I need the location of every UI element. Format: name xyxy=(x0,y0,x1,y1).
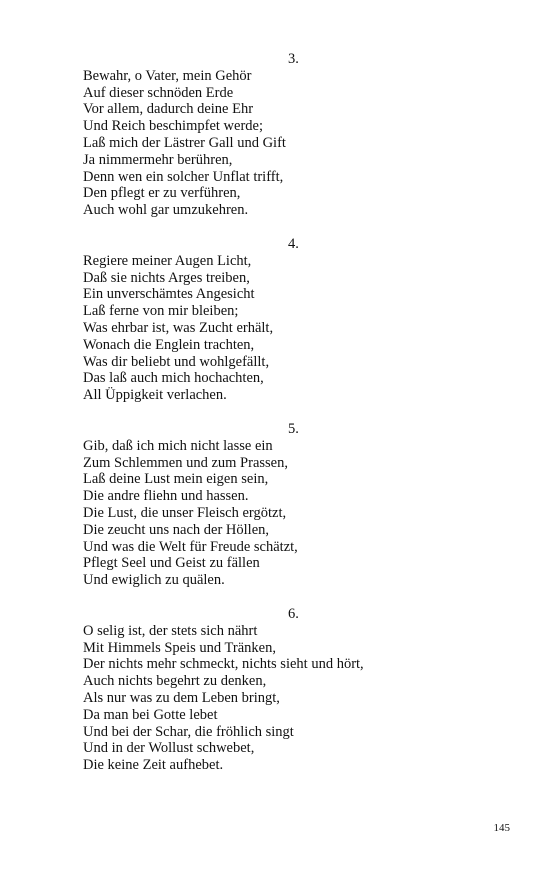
verse-line: Und was die Welt für Freude schätzt, xyxy=(83,538,298,555)
verse-line: Was ehrbar ist, was Zucht erhält, xyxy=(83,319,274,336)
verse-line: Und Reich beschimpfet werde; xyxy=(83,118,263,135)
stanza-number: 6. xyxy=(288,606,299,622)
stanza-number: 3. xyxy=(288,51,299,67)
verse-line: O selig ist, der stets sich nährt xyxy=(83,622,258,639)
verse-line: Auf dieser schnöden Erde xyxy=(83,84,234,101)
verse-line: Laß mich der Lästrer Gall und Gift xyxy=(83,134,286,151)
page-number: 145 xyxy=(493,822,510,834)
verse-line: Da man bei Gotte lebet xyxy=(83,706,218,723)
verse-line: Regiere meiner Augen Licht, xyxy=(83,252,252,269)
verse-line: Denn wen ein solcher Unflat trifft, xyxy=(83,168,284,185)
stanza-number: 5. xyxy=(288,421,299,437)
verse-line: Die keine Zeit aufhebet. xyxy=(83,757,224,774)
stanza-lines xyxy=(83,623,503,774)
stanza-number: 4. xyxy=(288,236,299,252)
verse-line: Der nichts mehr schmeckt, nichts sieht und hört, xyxy=(83,656,364,673)
verse-line: Vor allem, dadurch deine Ehr xyxy=(83,101,254,118)
verse-line: Den pflegt er zu verführen, xyxy=(83,185,241,202)
verse-line: Gib, daß ich mich nicht lasse ein xyxy=(83,437,273,454)
verse-line: Laß ferne von mir bleiben; xyxy=(83,303,239,320)
verse-line: Wonach die Englein trachten, xyxy=(83,336,255,353)
stanza-lines xyxy=(83,68,503,219)
verse-line: Daß sie nichts Arges treiben, xyxy=(83,269,250,286)
verse-line: All Üppigkeit verlachen. xyxy=(83,387,227,404)
stanza-lines xyxy=(83,438,503,589)
verse-line: Das laß auch mich hochachten, xyxy=(83,370,264,387)
verse-line: Ja nimmermehr berühren, xyxy=(83,151,233,168)
verse-line: Und ewiglich zu quälen. xyxy=(83,572,225,589)
verse-line: Die zeucht uns nach der Höllen, xyxy=(83,521,270,538)
verse-line: Auch wohl gar umzukehren. xyxy=(83,202,249,219)
verse-line: Bewahr, o Vater, mein Gehör xyxy=(83,67,252,84)
verse-line: Die Lust, die unser Fleisch ergötzt, xyxy=(83,504,287,521)
stanza-lines xyxy=(83,253,503,404)
verse-line: Und bei der Schar, die fröhlich singt xyxy=(83,723,294,740)
verse-line: Die andre fliehn und hassen. xyxy=(83,488,249,505)
verse-line: Mit Himmels Speis und Tränken, xyxy=(83,639,276,656)
verse-line: Ein unverschämtes Angesicht xyxy=(83,286,255,303)
verse-line: Zum Schlemmen und zum Prassen, xyxy=(83,454,288,471)
verse-line: Was dir beliebt und wohlgefällt, xyxy=(83,353,270,370)
verse-line: Als nur was zu dem Leben bringt, xyxy=(83,689,280,706)
verse-line: Laß deine Lust mein eigen sein, xyxy=(83,471,269,488)
verse-line: Auch nichts begehrt zu denken, xyxy=(83,673,267,690)
verse-line: Pflegt Seel und Geist zu fällen xyxy=(83,555,260,572)
verse-line: Und in der Wollust schwebet, xyxy=(83,740,255,757)
